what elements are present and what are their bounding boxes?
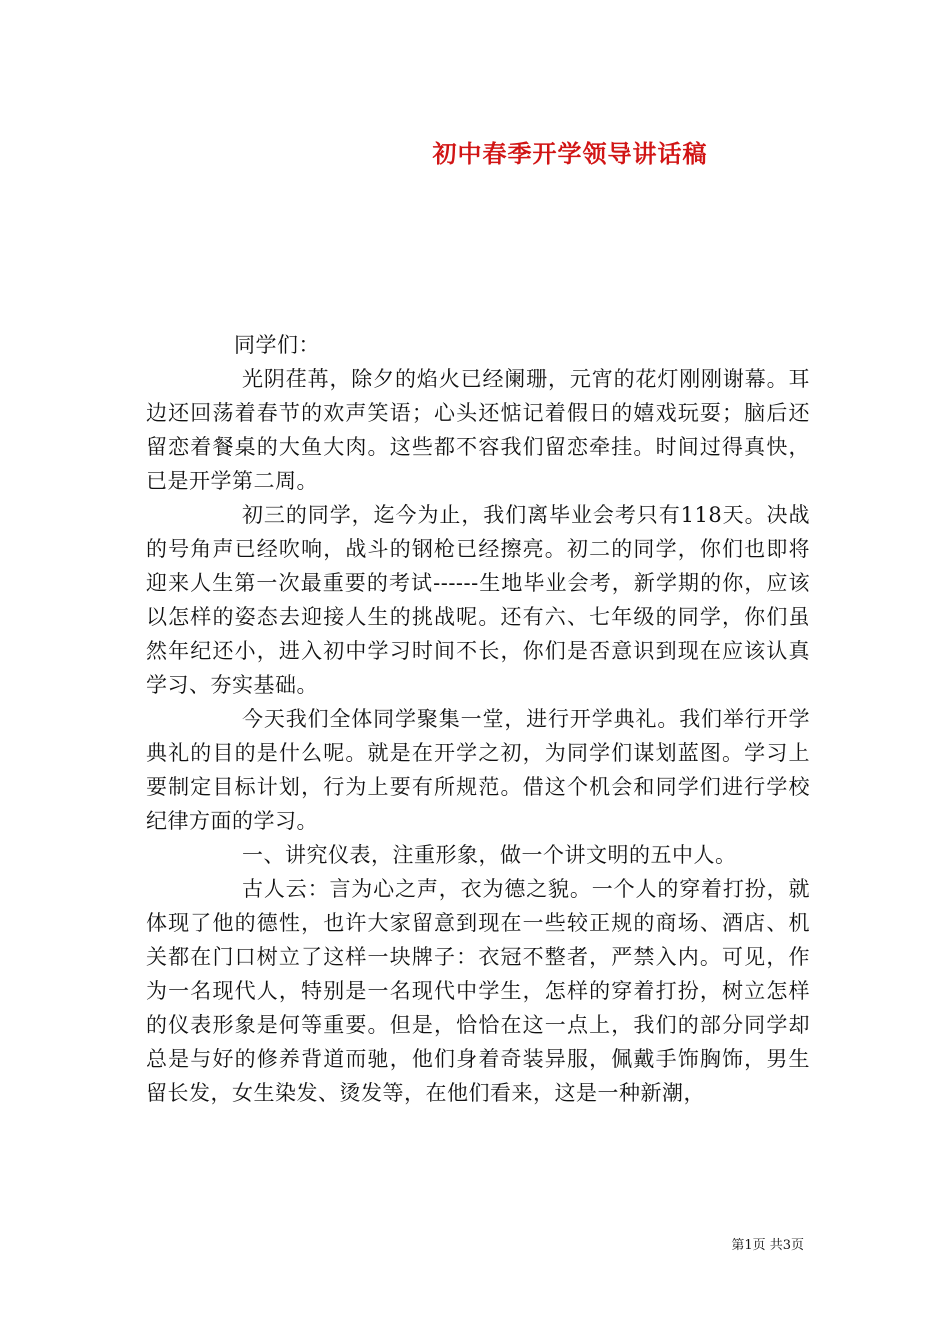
paragraph-1: 光阴荏苒，除夕的焰火已经阑珊，元宵的花灯刚刚谢幕。耳边还回荡着春节的欢声笑语；心头还惦记着假日的嬉戏玩耍；脑后还留恋着餐桌的大鱼大肉。这些都不容我们留恋牵挂。时间过得真快，已是开学第二周。 <box>146 367 810 493</box>
document-body <box>146 328 810 1110</box>
page-number-footer: 第1页 共3页 <box>731 1238 804 1253</box>
section-heading-1: 一、讲究仪表，注重形象，做一个讲文明的五中人。 <box>242 843 737 867</box>
salutation: 同学们： <box>234 333 320 357</box>
document-title: 初中春季开学领导讲话稿 <box>432 139 708 168</box>
paragraph-3: 今天我们全体同学聚集一堂，进行开学典礼。我们举行开学典礼的目的是什么呢。就是在开学之初，为同学们谋划蓝图。学习上要制定目标计划，行为上要有所规范。借这个机会和同学们进行学校纪律方面的学习。 <box>146 707 810 833</box>
paragraph-2: 初三的同学，迄今为止，我们离毕业会考只有118天。决战的号角声已经吹响，战斗的钢枪已经擦亮。初二的同学，你们也即将迎来人生第一次最重要的考试------生地毕业会考，新学期的你，应该以怎样的姿态去迎接人生的挑战呢。还有六、七年级的同学，你们虽然年纪还小，进入初中学习时间不长，你们是否意识到现在应该认真学习、夯实基础。 <box>146 503 810 697</box>
paragraph-4: 古人云：言为心之声，衣为德之貌。一个人的穿着打扮，就体现了他的德性，也许大家留意到现在一些较正规的商场、酒店、机关都在门口树立了这样一块牌子：衣冠不整者，严禁入内。可见，作为一名现代人，特别是一名现代中学生，怎样的穿着打扮，树立怎样的仪表形象是何等重要。但是，恰恰在这一点上，我们的部分同学却总是与好的修养背道而驰，他们身着奇装异服，佩戴手饰胸饰，男生留长发，女生染发、烫发等，在他们看来，这是一种新潮， <box>146 877 810 1105</box>
